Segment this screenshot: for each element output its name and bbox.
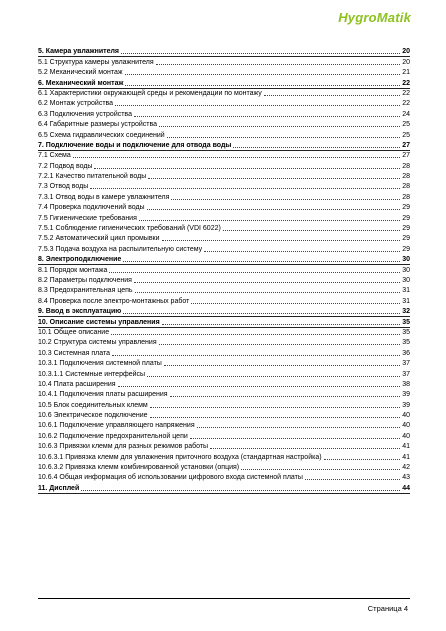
toc-entry-page: 29 — [402, 204, 410, 212]
toc-leader-dots — [162, 323, 401, 325]
toc-entry[interactable] — [38, 243, 410, 253]
toc-entry-page: 22 — [402, 79, 410, 87]
toc-entry-page: 29 — [402, 225, 410, 233]
toc-entry-title: 10.6.3 Привязки клемм для разных режимов работы — [38, 443, 209, 451]
toc-leader-dots — [156, 63, 401, 65]
toc-entry-title: 8. Электроподключение — [38, 256, 122, 264]
toc-entry-page: 37 — [402, 360, 410, 368]
toc-leader-dots — [164, 364, 400, 366]
toc-entry[interactable] — [38, 223, 410, 233]
toc-entry[interactable] — [38, 316, 410, 326]
table-of-contents — [38, 46, 410, 493]
toc-entry-page: 28 — [402, 183, 410, 191]
toc-entry-title: 7.5.3 Подача воздуха на распылительную систему — [38, 245, 203, 253]
toc-entry[interactable] — [38, 358, 410, 368]
toc-leader-dots — [94, 167, 400, 169]
toc-entry-title: 7.5.1 Соблюдение гигиенических требований (VDI 6022) — [38, 225, 221, 233]
toc-entry[interactable] — [38, 389, 410, 399]
toc-entry-title: 10.5 Блок соединительных клемм — [38, 401, 148, 409]
toc-entry-page: 20 — [402, 58, 410, 66]
toc-leader-dots — [197, 426, 401, 428]
toc-leader-dots — [90, 187, 400, 189]
toc-entry-title: 10.6.1 Подключение управляющего напряжения — [38, 422, 195, 430]
toc-entry[interactable] — [38, 472, 410, 482]
toc-entry[interactable] — [38, 46, 410, 56]
toc-entry-title: 6.5 Схема гидравлических соединений — [38, 131, 165, 139]
toc-entry[interactable] — [38, 129, 410, 139]
toc-leader-dots — [139, 219, 400, 221]
toc-entry[interactable] — [38, 420, 410, 430]
toc-entry-title: 10.4.1 Подключения платы расширения — [38, 391, 168, 399]
toc-entry-page: 24 — [402, 110, 410, 118]
toc-entry[interactable] — [38, 451, 410, 461]
toc-entry-page: 35 — [402, 328, 410, 336]
toc-entry-title: 10.6.3.2 Привязка клемм комбинированной установки (опция) — [38, 464, 240, 472]
toc-entry[interactable] — [38, 56, 410, 66]
toc-leader-dots — [112, 354, 400, 356]
toc-entry-title: 7.5.2 Автоматический цикл промывки — [38, 235, 160, 243]
toc-entry[interactable] — [38, 140, 410, 150]
toc-entry-title: 10.6 Электрическое подключение — [38, 412, 148, 420]
toc-entry[interactable] — [38, 77, 410, 87]
toc-entry[interactable] — [38, 410, 410, 420]
toc-entry-title: 10.4 Плата расширения — [38, 380, 116, 388]
toc-leader-dots — [223, 229, 400, 231]
toc-leader-dots — [123, 260, 400, 262]
toc-entry-title: 7.1 Схема — [38, 152, 71, 160]
toc-entry-page: 39 — [402, 391, 410, 399]
toc-entry-title: 6.2 Монтаж устройства — [38, 100, 114, 108]
toc-entry[interactable] — [38, 295, 410, 305]
toc-entry[interactable] — [38, 181, 410, 191]
toc-entry[interactable] — [38, 202, 410, 212]
toc-entry-title: 10.3 Системная плата — [38, 349, 110, 357]
toc-entry[interactable] — [38, 306, 410, 316]
toc-entry[interactable] — [38, 430, 410, 440]
toc-leader-dots — [150, 416, 401, 418]
toc-entry-page: 28 — [402, 193, 410, 201]
hygromatik-logo — [338, 10, 411, 25]
toc-leader-dots — [147, 375, 400, 377]
toc-entry-title: 7. Подключение воды и подключение для отвода воды — [38, 141, 232, 149]
toc-leader-dots — [81, 489, 400, 491]
toc-entry-title: 10.3.1 Подключения системной платы — [38, 360, 162, 368]
toc-leader-dots — [159, 125, 400, 127]
toc-leader-dots — [264, 94, 400, 96]
toc-entry[interactable] — [38, 108, 410, 118]
toc-entry-page: 38 — [402, 380, 410, 388]
toc-entry[interactable] — [38, 119, 410, 129]
toc-leader-dots — [118, 385, 401, 387]
toc-leader-dots — [115, 104, 400, 106]
toc-entry-title: 10.6.2 Подключение предохранительной цепи — [38, 432, 188, 440]
toc-leader-dots — [190, 437, 400, 439]
toc-entry-page: 40 — [402, 432, 410, 440]
toc-entry[interactable] — [38, 347, 410, 357]
toc-entry-title: 8.3 Предохранительная цепь — [38, 287, 133, 295]
toc-entry-title: 8.4 Проверка после электро-монтажных работ — [38, 297, 190, 305]
toc-entry-page: 28 — [402, 162, 410, 170]
toc-entry[interactable] — [38, 482, 410, 492]
toc-entry[interactable] — [38, 275, 410, 285]
toc-entry[interactable] — [38, 88, 410, 98]
toc-entry[interactable] — [38, 327, 410, 337]
toc-entry[interactable] — [38, 399, 410, 409]
toc-entry-title: 10.1 Общее описание — [38, 328, 110, 336]
toc-entry-title: 9. Ввод в эксплуатацию — [38, 308, 122, 316]
toc-entry-page: 32 — [402, 308, 410, 316]
toc-leader-dots — [170, 395, 401, 397]
toc-entry-page: 40 — [402, 422, 410, 430]
toc-entry-title: 6.1 Характеристики окружающей среды и рекомендации по монтажу — [38, 89, 262, 97]
toc-leader-dots — [171, 198, 400, 200]
toc-entry-page: 27 — [402, 152, 410, 160]
toc-leader-dots — [121, 52, 400, 54]
toc-entry[interactable] — [38, 191, 410, 201]
toc-entry[interactable] — [38, 233, 410, 243]
toc-leader-dots — [134, 281, 400, 283]
logo-text-matik: atik — [387, 10, 411, 25]
toc-leader-dots — [241, 468, 400, 470]
toc-leader-dots — [111, 333, 400, 335]
toc-entry-page: 25 — [402, 121, 410, 129]
toc-entry-title: 10. Описание системы управления — [38, 318, 160, 326]
toc-entry-title: 5. Камера увлажнителя — [38, 48, 120, 56]
toc-leader-dots — [73, 156, 400, 158]
toc-entry-page: 30 — [402, 266, 410, 274]
toc-leader-dots — [305, 478, 400, 480]
toc-entry[interactable] — [38, 264, 410, 274]
toc-leader-dots — [210, 447, 400, 449]
toc-leader-dots — [324, 458, 401, 460]
toc-entry-page: 30 — [402, 276, 410, 284]
toc-entry-title: 7.2 Подвод воды — [38, 162, 93, 170]
toc-entry-page: 39 — [402, 401, 410, 409]
toc-entry-page: 41 — [402, 443, 410, 451]
toc-leader-dots — [148, 177, 400, 179]
toc-entry[interactable] — [38, 379, 410, 389]
page-number: Страница 4 — [367, 604, 408, 613]
toc-entry[interactable] — [38, 337, 410, 347]
toc-entry-page: 35 — [402, 318, 410, 326]
toc-entry-title: 8.1 Порядок монтажа — [38, 266, 108, 274]
toc-leader-dots — [191, 302, 400, 304]
toc-entry-page: 43 — [402, 474, 410, 482]
toc-entry-page: 42 — [402, 464, 410, 472]
toc-entry[interactable] — [38, 462, 410, 472]
toc-entry-page: 35 — [402, 339, 410, 347]
toc-entry[interactable] — [38, 254, 410, 264]
toc-entry-page: 27 — [402, 141, 410, 149]
toc-entry-title: 7.5 Гигиенические требования — [38, 214, 137, 222]
toc-leader-dots — [123, 312, 400, 314]
toc-entry-page: 31 — [402, 287, 410, 295]
toc-leader-dots — [150, 406, 400, 408]
toc-entry-page: 30 — [402, 256, 410, 264]
toc-entry-page: 22 — [402, 89, 410, 97]
toc-entry[interactable] — [38, 368, 410, 378]
toc-leader-dots — [204, 250, 400, 252]
toc-entry-page: 40 — [402, 412, 410, 420]
toc-entry-page: 44 — [402, 484, 410, 492]
toc-entry-page: 20 — [402, 48, 410, 56]
toc-entry-title: 5.1 Структура камеры увлажнителя — [38, 58, 154, 66]
toc-entry-page: 21 — [402, 69, 410, 77]
toc-entry-page: 29 — [402, 235, 410, 243]
toc-leader-dots — [167, 136, 401, 138]
toc-entry[interactable] — [38, 160, 410, 170]
toc-leader-dots — [135, 291, 401, 293]
toc-entry[interactable] — [38, 212, 410, 222]
toc-entry-title: 8.2 Параметры подключения — [38, 276, 132, 284]
toc-entry-title: 10.2 Структура системы управления — [38, 339, 157, 347]
toc-entry-page: 31 — [402, 297, 410, 305]
toc-leader-dots — [109, 271, 400, 273]
toc-entry-title: 10.6.4 Общая информация об использовании цифрового входа системной платы — [38, 474, 303, 482]
toc-entry-title: 7.2.1 Качество питательной воды — [38, 173, 147, 181]
toc-entry-title: 11. Дисплей — [38, 484, 80, 492]
toc-entry-title: 7.3.1 Отвод воды в камере увлажнителя — [38, 193, 170, 201]
toc-entry-page: 29 — [402, 245, 410, 253]
toc-entry-page: 36 — [402, 349, 410, 357]
logo-text-hygro: HygroM — [338, 10, 388, 25]
toc-leader-dots — [147, 208, 401, 210]
toc-entry-page: 37 — [402, 370, 410, 378]
toc-leader-dots — [125, 73, 401, 75]
toc-entry[interactable] — [38, 150, 410, 160]
toc-entry-page: 25 — [402, 131, 410, 139]
toc-entry[interactable] — [38, 441, 410, 451]
toc-entry-page: 28 — [402, 173, 410, 181]
toc-entry[interactable] — [38, 285, 410, 295]
footer-rule — [38, 598, 410, 599]
toc-entry-title: 6.3 Подключения устройства — [38, 110, 132, 118]
toc-leader-dots — [233, 146, 400, 148]
toc-entry-title: 6. Механический монтаж — [38, 79, 124, 87]
toc-entry-title: 10.6.3.1 Привязка клемм для увлажнения приточного воздуха (стандартная настройка) — [38, 453, 322, 461]
toc-entry[interactable] — [38, 171, 410, 181]
toc-entry[interactable] — [38, 67, 410, 77]
toc-leader-dots — [159, 343, 401, 345]
toc-entry-page: 22 — [402, 100, 410, 108]
toc-leader-dots — [125, 84, 400, 86]
toc-entry-title: 7.3 Отвод воды — [38, 183, 89, 191]
toc-entry-title: 7.4 Проверка подключений воды — [38, 204, 145, 212]
toc-entry[interactable] — [38, 98, 410, 108]
toc-leader-dots — [134, 115, 400, 117]
toc-entry-title: 10.3.1.1 Системные интерфейсы — [38, 370, 146, 378]
toc-entry-page: 29 — [402, 214, 410, 222]
toc-entry-title: 5.2 Механический монтаж — [38, 69, 123, 77]
toc-leader-dots — [162, 239, 401, 241]
toc-entry-title: 6.4 Габаритные размеры устройства — [38, 121, 158, 129]
toc-entry-page: 41 — [402, 453, 410, 461]
